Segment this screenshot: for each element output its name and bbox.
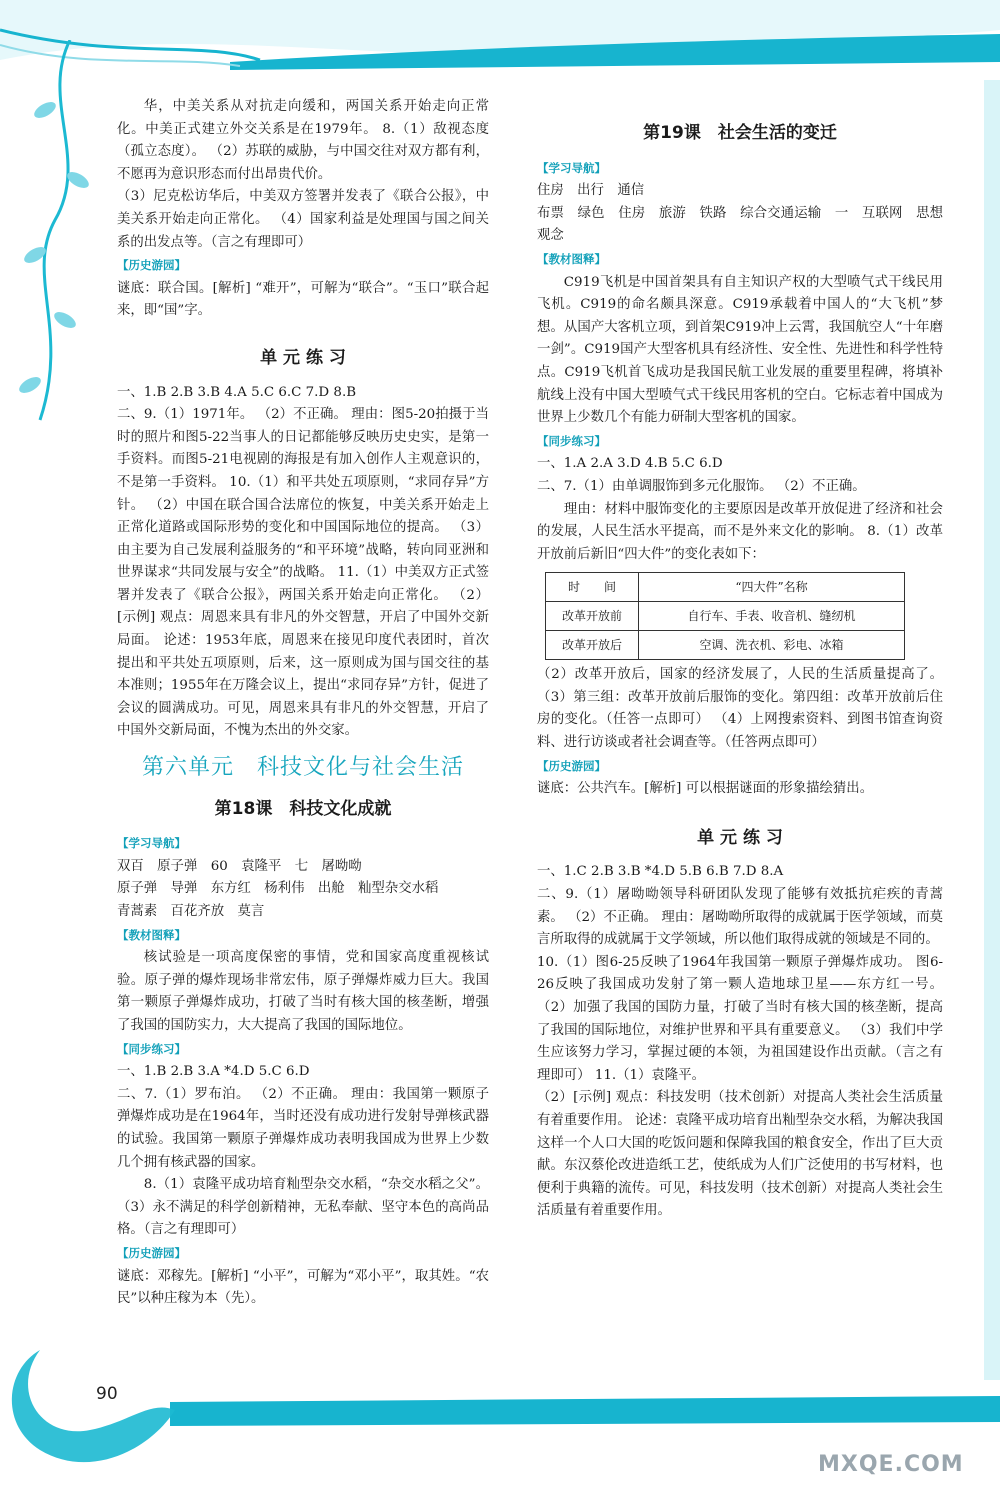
unit-line-2: 二、9.（1）屠呦呦领导科研团队发现了能够有效抵抗疟疾的青蒿素。 （2）不正确。 理由：屠呦呦所取得的成就属于医学领域，而莫言所取得的成就属于文学领域，所以他们取得成就的领域是不同的。 <box>537 887 943 948</box>
unit-practice-title: 单 元 练 习 <box>697 827 783 848</box>
guide-line: 原子弹 导弹 东方红 杨利伟 出舱 籼型杂交水稻 <box>117 881 439 897</box>
table-row <box>546 631 905 660</box>
history-garden-tag-2: 【历史游园】 <box>117 1245 186 1260</box>
sync-line: 一、1.B 2.B 3.A *4.D 5.C 6.D <box>117 1064 310 1080</box>
textbook-figure-tag: 【教材图释】 <box>537 251 606 266</box>
unit6-title: 第六单元 科技文化与社会生活 <box>141 755 464 781</box>
textbook-figure-tag: 【教材图释】 <box>117 927 186 942</box>
left-vine-decoration <box>0 40 110 430</box>
table-row <box>546 602 905 631</box>
textbook-figure-text: 核试验是一项高度保密的事情，党和国家高度重视核试验。原子弹的爆炸现场非常宏伟，原子弹爆炸威力巨大。我国第一颗原子弹爆炸成功，打破了当时有核大国的核垄断，增强了我国的国防实力，大大提高了我国的国际地位。 <box>117 950 489 1033</box>
unit-practice-line-1: 一、1.B 2.B 3.B 4.A 5.C 6.C 7.D 8.B <box>117 384 357 400</box>
riddle-answer-2: 谜底：邓稼先。[解析] “小平”，可解为“邓小平”，取其姓。“农民”以种庄稼为本（先）。 <box>117 1268 489 1307</box>
guide-line: 双百 原子弹 60 袁隆平 七 屠呦呦 <box>117 858 362 874</box>
table-cell: 改革开放后 <box>546 631 639 660</box>
table-header-row <box>546 573 905 602</box>
guide-line: 住房 出行 通信 <box>537 183 645 199</box>
right-edge-decoration <box>978 80 1000 1380</box>
watermark: MXQE.COM <box>818 1452 964 1477</box>
unit-line-4: （2）[示例] 观点：科技发明（技术创新）对提高人类社会生活质量有着重要作用。 论述：袁隆平成功培育出籼型杂交水稻，为解决我国这样一个人口大国的吃饭问题和保障我国的粮食安全，作出了巨大贡献。东汉蔡伦改进造纸工艺，使纸成为人们广泛使用的书写材料，也便利于典籍的流传。可见，科技发明（技术创新）对提高人类社会生活质量有着重要作用。 <box>537 1090 943 1219</box>
sync-line-1: 一、1.A 2.A 3.D 4.B 5.C 6.D <box>537 456 723 472</box>
study-guide-tag: 【学习导航】 <box>537 160 606 175</box>
lesson19-title: 第19课 社会生活的变迁 <box>643 123 837 143</box>
unit-line-1: 一、1.C 2.B 3.B *4.D 5.B 6.B 7.D 8.A <box>537 864 784 880</box>
after-table-text: （2）改革开放后，国家的经济发展了，人民的生活质量提高了。 （3）第三组：改革开放前后服饰的变化。第四组：改革开放前后住房的变化。（任答一点即可） （4）上网搜索资料、到图书馆查询资料、进行访谈或者社会调查等。（任答两点即可） <box>537 667 943 751</box>
riddle-answer: 谜底：联合国。[解析] “难开”，可解为“联合”。“玉口”联合起来，即“国”字。 <box>117 280 489 319</box>
four-items-table <box>545 572 905 660</box>
sync-line: 二、7.（1）罗布泊。 （2）不正确。 理由：我国第一颗原子弹爆炸成功是在1964年，当时还没有成功进行发射导弹核武器的试验。我国第一颗原子弹爆炸成功表明我国成为世界上少数几个拥有核武器的国家。 <box>117 1086 489 1170</box>
table-cell: 改革开放前 <box>546 602 639 631</box>
unit-line-3: 10.（1）图6-25反映了1964年我国第一颗原子弹爆炸成功。 图6-26反映了我国成功发射了第一颗人造地球卫星——东方红一号。 （2）加强了我国的国防力量，打破了当时有核大国的核垄断，提高了我国的国际地位，对维护世界和平具有重要意义。 （3）我们中学生应该努力学习，掌握过硬的本领，为祖国建设作出贡献。（言之有理即可） 11.（1）袁隆平。 <box>537 954 943 1083</box>
sync-practice-tag: 【同步练习】 <box>537 433 606 448</box>
sync-question-8: 8.（1）袁隆平成功培育籼型杂交水稻，“杂交水稻之父”。 （3）永不满足的科学创新精神，无私奉献、坚守本色的高尚品格。（言之有理即可） <box>117 1177 489 1238</box>
page-number: 90 <box>96 1384 118 1404</box>
study-guide-tag: 【学习导航】 <box>117 836 186 851</box>
sync-reason: 理由：材料中服饰变化的主要原因是改革开放促进了经济和社会的发展，人民生活水平提高，而不是外来文化的影响。 8.（1）改革开放前后新旧“四大件”的变化表如下： <box>537 501 943 562</box>
table-header-cell: “四大件”名称 <box>639 573 905 602</box>
history-garden-tag: 【历史游园】 <box>117 258 186 273</box>
unit-practice-line-2: 二、9.（1）1971年。 （2）不正确。 理由：图5-20拍摄于当时的照片和图5-22当事人的日记都能够反映历史史实，是第一手资料。而图5-21电视剧的海报是有加入创作人主观意识的，不是第一手资料。 10.（1）和平共处五项原则，“求同存异”方针。 （2）中国在联合国合法席位的恢复，中美关系开始走上正常化道路或国际形势的变化和中国国际地位的提高。 （3）由主要为自己发展利益服务的“和平环境”战略，转向同亚洲和世界谋求“共同发展与安全”的战略。 11.（1）中美双方正式签署并发表了《联合公报》，两国关系开始走向正常化。 （2）[示例] 观点：周恩来具有非凡的外交智慧，开启了中国外交新局面。 论述：1953年底，周恩来在接见印度代表团时，首次提出和平共处五项原则，后来，这一原则成为国与国交往的基本准则；1955年在万隆会议上，提出“求同存异”方针，促进了会议的圆满成功。可见，周恩来具有非凡的外交智慧，开启了中国外交新局面，不愧为杰出的外交家。 <box>117 407 489 739</box>
guide-line: 青蒿素 百花齐放 莫言 <box>117 904 265 919</box>
left-top-paragraph-2: （3）尼克松访华后，中美双方签署并发表了《联合公报》，中美关系开始走向正常化。 （4）国家利益是处理国与国之间关系的出发点等。（言之有理即可） <box>117 189 489 250</box>
table-header-cell: 时 间 <box>546 573 639 602</box>
sync-practice-tag: 【同步练习】 <box>117 1041 186 1056</box>
unit-practice-title: 单 元 练 习 <box>260 347 346 368</box>
guide-line: 布票 绿色 住房 旅游 铁路 综合交通运输 一 互联网 思想观念 <box>537 205 943 244</box>
table-cell: 自行车、手表、收音机、缝纫机 <box>639 602 905 631</box>
left-top-paragraph-1: 华，中美关系从对抗走向缓和，两国关系开始走向正常化。中美正式建立外交关系是在1979年。 8.（1）敌视态度（孤立态度）。 （2）苏联的威胁，与中国交往对双方都有利，不愿再为意识形态而付出昂贵代价。 <box>117 99 489 182</box>
history-garden-tag: 【历史游园】 <box>537 758 606 773</box>
left-column <box>117 96 489 1311</box>
right-column <box>537 118 943 1223</box>
lesson18-title: 第18课 科技文化成就 <box>214 798 392 819</box>
sync-line-2: 二、7.（1）由单调服饰到多元化服饰。 （2）不正确。 <box>537 478 866 494</box>
table-cell: 空调、洗衣机、彩电、冰箱 <box>639 631 905 660</box>
textbook-figure-text: C919飞机是中国首架具有自主知识产权的大型喷气式干线民用飞机。C919的命名颇具深意。C919承载着中国人的“大飞机”梦想。从国产大客机立项，到首架C919冲上云霄，我国航空人“十年磨一剑”。C919国产大型客机具有经济性、安全性、先进性和科学性特点。C919飞机首飞成功是我国民航工业发展的重要里程碑，将填补航线上没有中国大型喷气式干线民用客机的空白。它标志着中国成为世界上少数几个有能力研制大型客机的国家。 <box>537 274 943 426</box>
riddle-answer: 谜底：公共汽车。[解析] 可以根据谜面的形象描绘猜出。 <box>537 781 874 797</box>
